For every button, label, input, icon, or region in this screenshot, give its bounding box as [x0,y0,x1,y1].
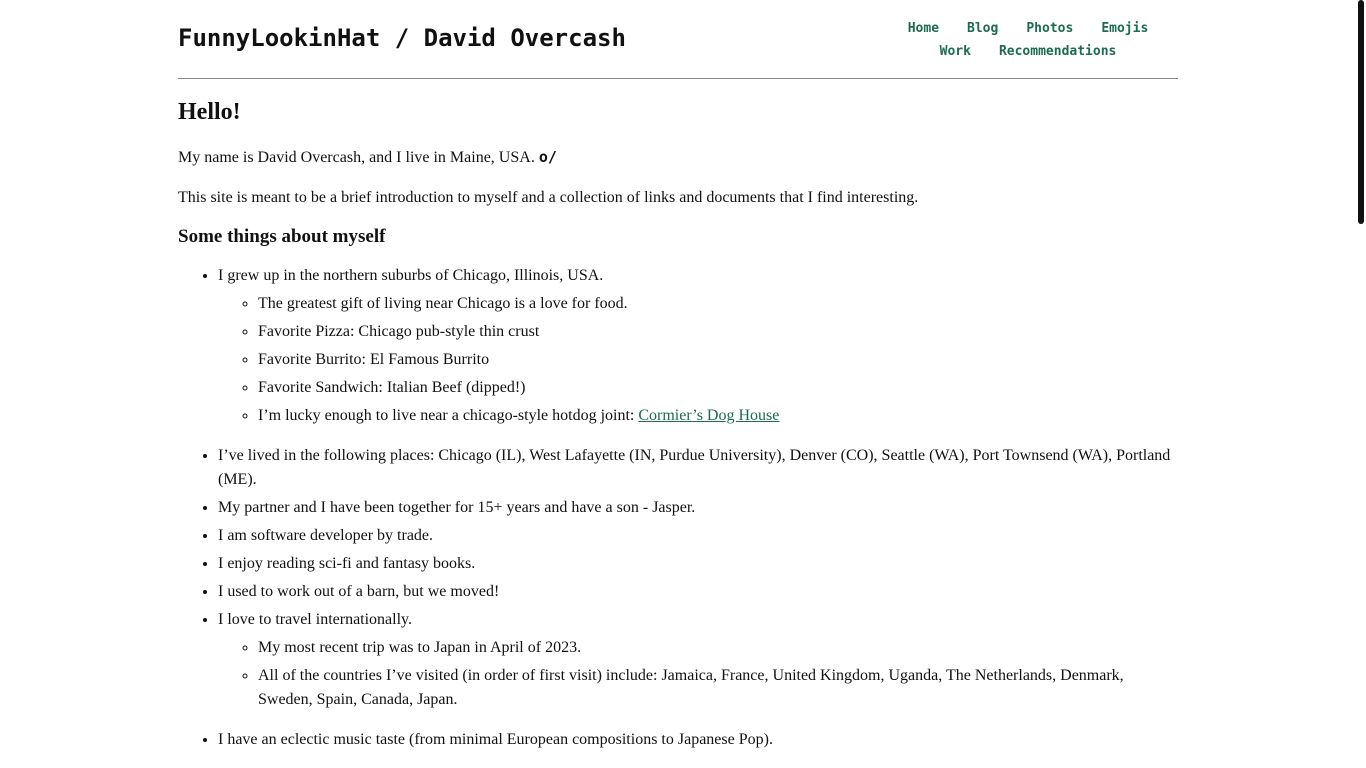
travel-sublist [218,636,1178,712]
list-item: • I am software developer by trade. [218,524,1178,548]
cormiers-dog-house-link[interactable]: Cormier’s Dog House [638,407,780,424]
nav-recommendations[interactable]: Recommendations [998,44,1117,59]
list-item: • I used to work out of a barn, but we moved! [218,580,1178,604]
sublist-item: ◦ Favorite Burrito: El Famous Burrito [258,348,1178,372]
main-nav [878,17,1178,63]
list-item: • I enjoy reading sci-fi and fantasy books. [218,552,1178,576]
nav-blog[interactable]: Blog [967,21,999,36]
list-item-text: I grew up in the northern suburbs of Chicago, Illinois, USA. [218,267,604,284]
intro-paragraph [178,145,1178,170]
site-header [178,0,1178,79]
sublist-item: ◦ The greatest gift of living near Chicago is a love for food. [258,292,1178,316]
page [178,0,1178,748]
list-item: • I’ve lived in the following places: Chicago (IL), West Lafayette (IN, Purdue University), Denver (CO), Seattle (WA), Port Townsend (WA), Portland (ME). [218,444,1178,492]
nav-photos[interactable]: Photos [1026,21,1074,36]
hotdog-text: I’m lucky enough to live near a chicago-style hotdog joint: [258,407,639,424]
site-title[interactable]: FunnyLookinHat / David Overcash [178,24,626,52]
sublist-item-hotdog [258,404,1178,428]
sublist-item: ◦ All of the countries I’ve visited (in order of first visit) include: Jamaica, France, United Kingdom, Uganda, The Netherlands, Denmark, Sweden, Spain, Canada, Japan. [258,664,1178,712]
sublist-item: ◦ Favorite Sandwich: Italian Beef (dipped!) [258,376,1178,400]
nav-home[interactable]: Home [907,21,940,36]
site-purpose-paragraph: This site is meant to be a brief introduction to myself and a collection of links and documents that I find interesting. [178,189,919,206]
section-heading: Some things about myself [178,226,386,247]
nav-emojis[interactable]: Emojis [1101,21,1149,36]
scrollbar-thumb[interactable] [1358,0,1364,224]
list-item: • My partner and I have been together for 15+ years and have a son - Jasper. [218,496,1178,520]
chicago-sublist [218,292,1178,428]
nav-work[interactable]: Work [939,44,971,59]
wave-emote: o/ [538,148,557,166]
sublist-item: ◦ Favorite Pizza: Chicago pub-style thin crust [258,320,1178,344]
sublist-item: ◦ My most recent trip was to Japan in April of 2023. [258,636,1178,660]
list-item: • I have an eclectic music taste (from minimal European compositions to Japanese Pop). [218,728,1178,752]
list-item-text: I love to travel internationally. [218,611,413,628]
list-item-chicago [218,264,1178,428]
list-item-travel [218,608,1178,712]
page-heading: Hello! [178,99,241,125]
intro-text: My name is David Overcash, and I live in Maine, USA. [178,149,535,166]
facts-list [178,264,1178,752]
main-content [178,145,1178,756]
